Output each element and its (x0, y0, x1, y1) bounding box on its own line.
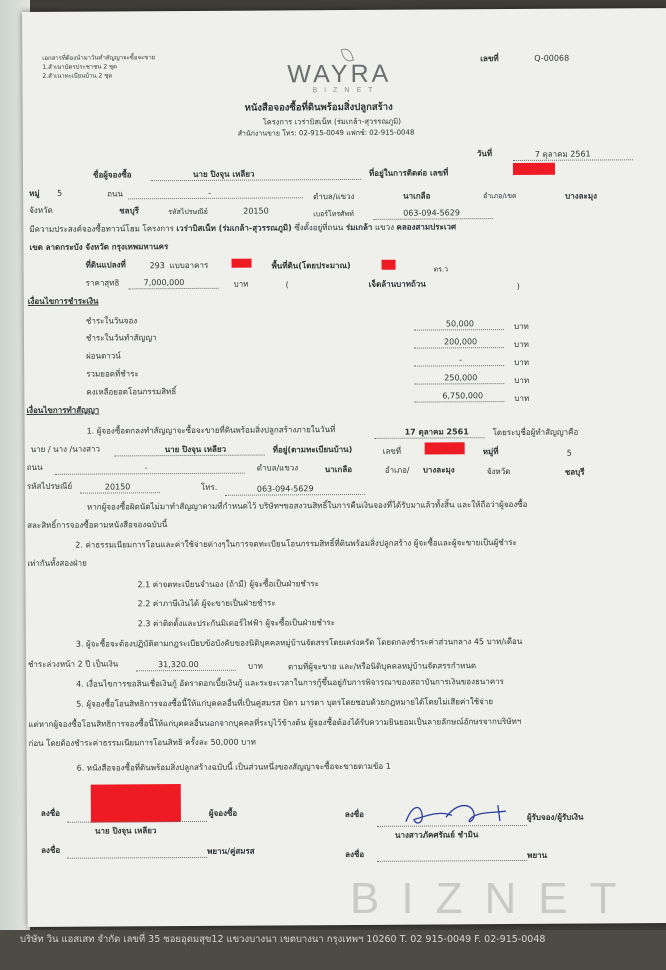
payment-row-unit: บาท (514, 375, 530, 385)
reservation-document (22, 8, 666, 927)
price-value: 7,000,000 (143, 278, 185, 288)
field-line (128, 197, 303, 199)
paragraph-3b (28, 659, 118, 670)
project-label: โครงการ (142, 224, 174, 234)
payment-row-label: ผ่อนดาวน์ (86, 351, 121, 361)
field-line (375, 437, 485, 439)
sign-label: ลงชื่อ (40, 808, 60, 818)
payment-row-label: รวมยอดที่ชำระ (86, 369, 139, 379)
sub-clause-1: 2.1 ค่าจดทะเบียนจำนอง (ถ้ามี) ผู้จะซื้อเป็นฝ่ายชำระ (137, 579, 319, 590)
payment-row-value: - (459, 355, 463, 365)
redaction-box (382, 260, 396, 270)
area-label: พื้นที่ดิน(โดยประมาณ) (271, 260, 351, 271)
contract-name: นาย ปิงจุน เหลียว (164, 444, 227, 455)
note-line: 1.สำเนาบัตรประชาชน 2 ชุด (42, 63, 118, 71)
redaction-box (513, 163, 555, 175)
field-line (414, 347, 504, 349)
moo-value: 5 (57, 188, 63, 198)
road-label: ถนน (107, 189, 123, 199)
payment-row-value: 6,750,000 (442, 391, 484, 401)
document-title: หนังสือจองซื้อที่ดินพร้อมสิ่งปลูกสร้าง (244, 101, 393, 114)
postcode-value: 20150 (243, 206, 269, 216)
province-value: ชลบุรี (119, 206, 139, 216)
postcode-value-2: 20150 (104, 482, 131, 492)
doc-no-label: เลขที่ (480, 54, 499, 64)
field-line (414, 401, 504, 403)
doc-no: Q-00068 (534, 53, 570, 63)
witness-role: พยาน/คู่สมรส (207, 846, 255, 856)
province-value-2: ชลบุรี (564, 467, 585, 477)
sub-clause-3: 2.3 ค่าติดตั้งและประกันมิเตอร์ไฟฟ้า ผู้จะซื้อเป็นฝ่ายชำระ (137, 618, 335, 629)
redaction-box (232, 259, 252, 268)
paragraph-5c: ก่อน โดยต้องชำระค่าธรรมเนียมการโอนสิทธิ ครั้งละ 50,000 บาท (28, 737, 256, 748)
clause-1-end: โดยระบุชื่อผู้ทำสัญญาคือ (492, 427, 579, 438)
seller-signature-icon (402, 799, 522, 832)
paragraph-2: 2. ค่าธรรมเนียมการโอนและค่าใช้จ่ายต่างๆในการจดทะเบียนโอนกรรมสิทธิ์ที่ดินพร้อมสิ่งปลูกสร้าง ผู้จะซื้อและผู้จะขายเป็นผู้ชำระ (75, 537, 517, 550)
province-label: จังหวัด (29, 205, 53, 215)
subdistrict-value: นาเกลือ (403, 191, 431, 201)
prepay-baht: บาท (247, 661, 263, 671)
field-line (373, 218, 493, 220)
paragraph-3: 3. ผู้จะซื้อจะต้องปฏิบัติตามกฎระเบียบข้อบังคับของนิติบุคคลหมู่บ้านจัดสรรโดยเคร่งครัด โดยตกลงชำระค่าส่วนกลาง 45 บาท/เดือน (75, 636, 523, 649)
paren-close: ) (516, 281, 520, 291)
area-unit: ตร.ว (433, 265, 449, 274)
payment-row-label: ชำระในวันจอง (85, 316, 138, 326)
plot-value: 293 (149, 261, 165, 271)
note-line: 2.สำเนาทะเบียนบ้าน 2 ชุด (42, 72, 113, 80)
watermark: BIZNET (350, 874, 639, 923)
field-line (225, 494, 365, 496)
sign-label: ลงชื่อ (345, 849, 365, 860)
witness2-role: พยาน (527, 850, 548, 860)
field-line (414, 329, 504, 331)
field-line (414, 365, 504, 367)
price-label: ราคาสุทธิ (85, 278, 120, 288)
postcode-label-2: รหัสไปรษณีย์ (26, 481, 73, 491)
paragraph-4: 4. เงื่อนไขการขอสินเชื่อเงินกู้ อัตราดอกเบี้ยเงินกู้ และระยะเวลาในการกู้ขึ้นอยู่กับการพิจารณาของสถาบันการเงินของธนาคาร (76, 677, 504, 689)
clause-1: 1. ผู้จองซื้อตกลงทำสัญญาจะซื้อจะขายที่ดินพร้อมสิ่งปลูกสร้างภายในวันที่ (86, 425, 336, 436)
phone-value: 063-094-5629 (403, 208, 460, 218)
phone-label: เบอร์โทรศัพท์ (313, 209, 354, 219)
payment-row-unit: บาท (514, 393, 530, 403)
seller-signed-name: นางสาวภัคศรัณย์ ชำมิน (395, 830, 479, 840)
khwaeng-value: คลองสามประเวศ (396, 222, 457, 232)
road-label-2: ถนน (26, 462, 43, 472)
field-line (55, 473, 245, 475)
sub-clause-2: 2.2 ค่าภาษีเงินได้ ผู้จะขายเป็นฝ่ายชำระ (137, 598, 276, 609)
payment-row-value: 50,000 (445, 319, 474, 329)
signature-redaction (91, 784, 181, 823)
paren-open: ( (285, 280, 289, 290)
paragraph-1: หากผู้จองซื้อผิดนัดไม่มาทำสัญญาตามที่กำหนดไว้ บริษัทฯขอสงวนสิทธิ์ในการคืนเงินจองที่ได้รับมาแล้วทั้งสิ้น และให้ถือว่าผู้จองซื้อ (86, 499, 528, 512)
payment-row-unit: บาท (514, 339, 529, 350)
date-line (513, 159, 633, 161)
postcode-label: รหัสไปรษณีย์ (168, 207, 208, 217)
buyer-name: นาย ปิงจุน เหลียว (192, 169, 255, 179)
district-value: บางละมุง (565, 191, 598, 201)
no-label: เลขที่ (382, 446, 402, 456)
payment-row-label: ชำระในวันทำสัญญา (85, 333, 157, 343)
price-baht: บาท (233, 279, 249, 289)
moo-label-2: หมู่ที่ (482, 447, 499, 457)
price-words: เจ็ดล้านบาทถ้วน (368, 279, 426, 289)
address-label: ที่อยู่ในการติดต่อ เลขที่ (368, 168, 449, 178)
khwaeng-label: แขวง (374, 222, 395, 232)
buyer-signed-name: นาย ปิงจุน เหลียว (94, 826, 157, 836)
moo-value-2: 5 (566, 448, 572, 458)
project-line: โครงการ เวร่าบิสเน็ท (ร่มเกล้า-สุวรรณภูมิ) (262, 116, 402, 127)
buyer-name-label: ชื่อผู้จองซื้อ (92, 170, 132, 180)
field-line (136, 670, 236, 672)
prepay-condition: ตามที่ผู้จะขาย และ/หรือนิติบุคคลหมู่บ้านจัดสรรกำหนด (287, 661, 477, 672)
project-name: เวร่าบิสเน็ท (ร่มเกล้า-สุวรรณภูมิ) (176, 223, 292, 234)
paragraph-1b: สละสิทธิ์การจองซื้อตามหนังสือจองฉบับนี้ (27, 520, 168, 530)
model-label: แบบอาคาร (169, 260, 209, 271)
tel-value: 063-094-5629 (256, 484, 314, 494)
prepay-amount: 31,320.00 (157, 659, 199, 670)
date-value: 7 ตุลาคม 2561 (534, 149, 591, 159)
district-label-2: อำเภอ/ (384, 465, 410, 475)
sign-label: ลงชื่อ (344, 809, 364, 820)
signature-line (67, 857, 207, 859)
payment-row-value: 200,000 (443, 337, 478, 347)
title-label: นาย / นาง /นางสาว (30, 444, 100, 454)
road-value: - (208, 188, 212, 198)
document-note (42, 53, 155, 81)
payment-row-label: คงเหลือยอดโอนกรรมสิทธิ์ (86, 387, 177, 397)
moo-label: หมู่ (29, 188, 40, 198)
logo: WAYRA (287, 59, 392, 89)
plot-label: ที่ดินแปลงที่ (85, 260, 126, 270)
field-line (414, 383, 504, 385)
paragraph-5: 5. ผู้จองซื้อโอนสิทธิการจองซื้อนี้ให้แก่บุคคลอื่นที่เป็นคู่สมรส บิดา มารดา บุตรโดยชอบด้วยกฎหมายได้โดยไม่เสียค่าใช้จ่าย (76, 697, 494, 709)
payment-row-value: 250,000 (444, 373, 478, 383)
sign-label: ลงชื่อ (41, 845, 61, 855)
paragraph-6: 6. หนังสือจองซื้อที่ดินพร้อมสิ่งปลูกสร้างฉบับนี้ เป็นส่วนหนึ่งของสัญญาจะซื้อจะขายตามข้อ 1 (76, 761, 391, 773)
field-line (129, 288, 219, 290)
logo-sub: BIZNET (312, 86, 380, 95)
field-line (151, 179, 361, 181)
signature-line (377, 860, 527, 862)
field-line (80, 492, 160, 493)
note-line: เอกสารที่ต้องนำมาวันทำสัญญาจะซื้อจะขาย (42, 54, 156, 62)
street-value: ร่มเกล้า (345, 222, 373, 233)
road-value-2: - (144, 463, 148, 473)
signature-line (67, 821, 207, 823)
payment-row-unit: บาท (513, 321, 529, 332)
redaction-box (425, 442, 465, 454)
payment-heading: เงื่อนไขการชำระเงิน (27, 296, 99, 306)
prepay-label: ชำระล่วงหน้า 2 ปี เป็นเงิน (27, 659, 119, 669)
intent-text: มีความประสงค์จองซื้อทาวน์โฮม (29, 224, 140, 234)
contract-date: 17 ตุลาคม 2561 (404, 427, 469, 437)
buyer-role: ผู้จองซื้อ (208, 808, 238, 818)
intent-line (29, 222, 456, 235)
subdistrict-value-2: นาเกลือ (324, 464, 353, 475)
contract-heading: เงื่อนไขการทำสัญญา (26, 405, 100, 415)
office-line: สำนักงานขาย โทร: 02-915-0049 แฟกซ์: 02-915-0048 (237, 128, 415, 138)
subdistrict-label-2: ตำบล/แขวง (256, 463, 299, 473)
location-label: ซึ่งตั้งอยู่ที่ถนน (294, 223, 344, 233)
province-label-2: จังหวัด (486, 467, 511, 477)
paragraph-2b: เท่ากันทั้งสองฝ่าย (27, 558, 87, 568)
district-label: อำเภอ/เขต (483, 191, 517, 201)
reg-address-label: ที่อยู่(ตามทะเบียนบ้าน) (272, 444, 353, 455)
seller-role: ผู้รับจอง/ผู้รับเงิน (526, 812, 584, 822)
intent-line-2: เขต ลาดกระบัง จังหวัด กรุงเทพมหานคร (29, 242, 169, 252)
district-value-2: บางละมุง (422, 465, 455, 475)
footer-text: บริษัท วิน แอสเสท จำกัด เลขที่ 35 ซอยอุดมสุข12 แขวงบางนา เขตบางนา กรุงเทพฯ 10260 T. 02 915-0049 F. 02-915-0048 (20, 934, 546, 945)
payment-row-unit: บาท (514, 357, 530, 368)
subdistrict-label: ตำบล/แขวง (313, 191, 355, 202)
paragraph-5b: แต่หากผู้จองซื้อโอนสิทธิการจองซื้อนี้ให้แก่บุคคลอื่นนอกจากบุคคลที่ระบุไว้ข้างต้น ผู้จองซื้อต้องได้รับความยินยอมเป็นลายลักษณ์อักษรจากบริษัทฯ (28, 716, 522, 729)
field-line (115, 455, 265, 457)
tel-label: โทร. (200, 482, 218, 492)
date-label: วันที่ (476, 149, 493, 159)
